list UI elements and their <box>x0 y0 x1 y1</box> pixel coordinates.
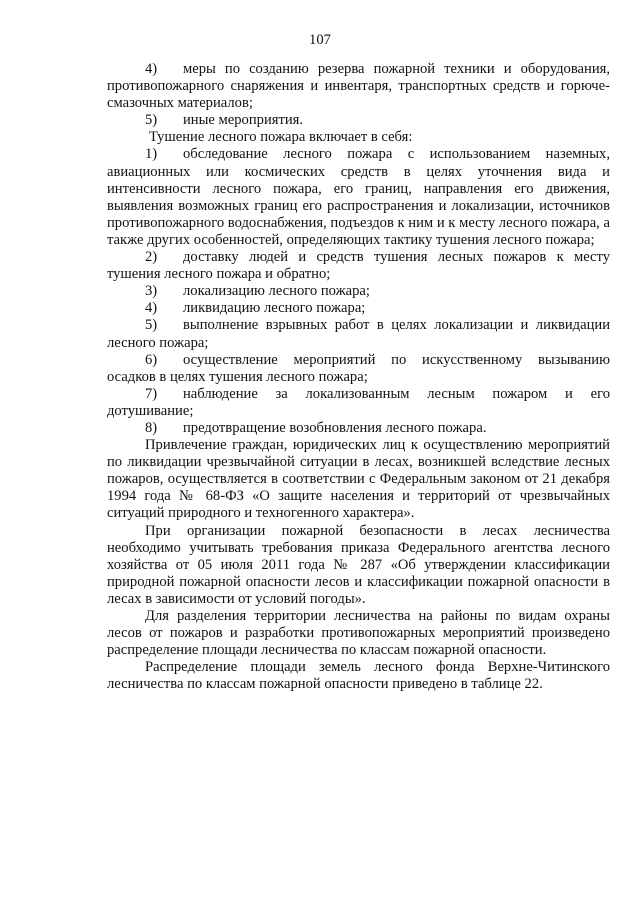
list-item <box>107 386 610 420</box>
list-item <box>107 352 610 386</box>
list-item <box>107 300 610 317</box>
list-item-text: ликвидацию лесного пожара; <box>183 300 366 317</box>
list-item-text: осуществление мероприятий по искусственному вызыванию осадков в целях тушения лесного пожара; <box>107 351 610 385</box>
list-item-text: доставку людей и средств тушения лесных пожаров к месту тушения лесного пожара и обратно; <box>107 249 610 283</box>
list-item <box>107 61 610 112</box>
list-item <box>107 112 610 129</box>
list-item <box>107 249 610 283</box>
document-body <box>107 61 610 693</box>
list-item <box>107 283 610 300</box>
list-item-number: 5) <box>145 112 158 129</box>
body-paragraph: Привлечение граждан, юридических лиц к осуществлению мероприятий по ликвидации чрезвычайной ситуации в лесах, возникшей вследствие лесных пожаров, осуществляется в соответствии с Федеральным законом от 21 декабря 1994 года № 68-ФЗ «О защите населения и территорий от чрезвычайных ситуаций природного и техногенного характера». <box>107 437 610 522</box>
list-item-text: меры по созданию резерва пожарной техники и оборудования, противопожарного снаряжения и инвентаря, транспортных средств и горюче-смазочных материалов; <box>107 61 610 112</box>
list-item-text: локализацию лесного пожара; <box>183 283 370 300</box>
list-item-number: 8) <box>145 419 158 436</box>
list-item-text: выполнение взрывных работ в целях локализации и ликвидации лесного пожара; <box>107 317 610 351</box>
list-item <box>107 317 610 351</box>
list-item-number: 2) <box>145 249 158 266</box>
list-item-number: 1) <box>145 146 158 163</box>
page-number: 107 <box>309 32 331 48</box>
body-paragraph: Распределение площади земель лесного фонда Верхне-Читинского лесничества по классам пожарной опасности приведено в таблице 22. <box>107 659 610 693</box>
list-item-text: иные мероприятия. <box>183 112 304 129</box>
list-item-number: 7) <box>145 385 158 402</box>
list-item-number: 4) <box>145 300 158 317</box>
body-paragraph: Для разделения территории лесничества на районы по видам охраны лесов от пожаров и разработки противопожарных мероприятий произведено распределение площади лесничества по классам пожарной опасности. <box>107 608 610 659</box>
list-item-number: 4) <box>145 61 158 77</box>
list-lead-text: Тушение лесного пожара включает в себя: <box>149 129 413 146</box>
list-item-number: 6) <box>145 351 158 368</box>
list-item-number: 3) <box>145 283 158 300</box>
body-paragraph: При организации пожарной безопасности в лесах лесничества необходимо учитывать требования приказа Федерального агентства лесного хозяйства от 05 июля 2011 года № 287 «Об утверждении классификации природной пожарной опасности лесов и классификации пожарной опасности в лесах в зависимости от условий погоды». <box>107 522 610 607</box>
list-item <box>107 420 610 437</box>
list-item-number: 5) <box>145 317 158 334</box>
list-a <box>107 61 610 129</box>
list-item-text: предотвращение возобновления лесного пожара. <box>183 419 487 436</box>
list-item-text: обследование лесного пожара с использованием наземных, авиационных или космических средств в целях уточнения вида и интенсивности лесного пожара, его границ, направления его движения, выявления возможных границ его распространения и локализации, источников противопожарного водоснабжения, подъездов к ним и к месту лесного пожара, а также других особенностей, определяющих тактику тушения лесного пожара; <box>107 146 610 248</box>
list-item-text: наблюдение за локализованным лесным пожаром и его дотушивание; <box>107 385 610 419</box>
list-b <box>107 146 610 437</box>
list-item <box>107 146 610 249</box>
